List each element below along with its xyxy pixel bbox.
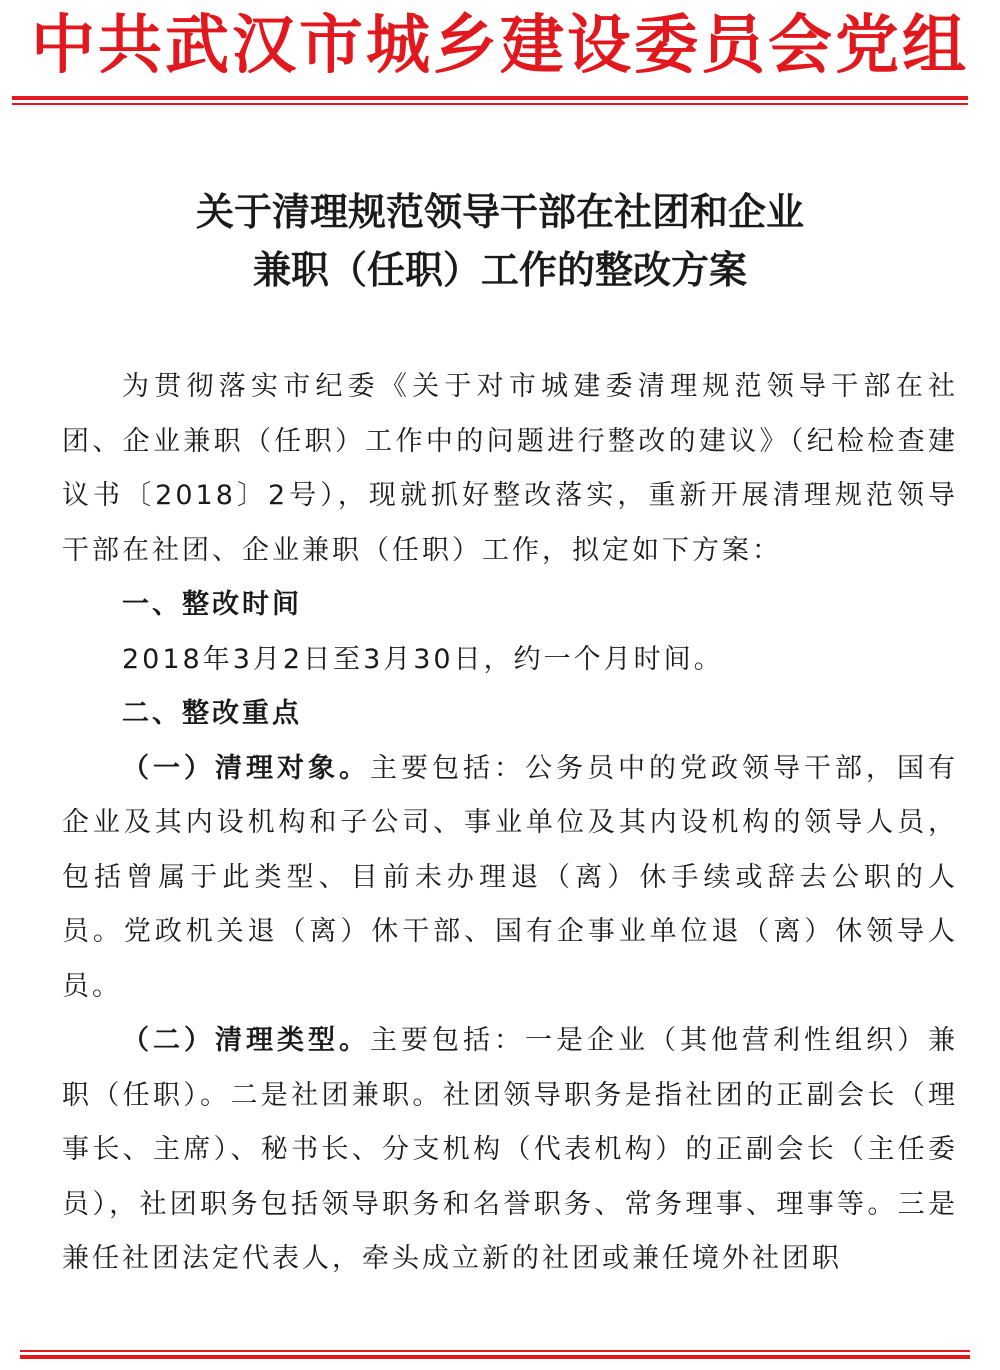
item-1-text: 主要包括：公务员中的党政领导干部，国有企业及其内设机构和子公司、事业单位及其内设机构的领导人员，包括曾属于此类型、目前未办理退（离）休手续或辞去公职的人员。党政机关退（离）休干部、国有企事业单位退（离）休领导人员。: [62, 752, 958, 1002]
letterhead-rule-thick: [12, 96, 968, 100]
document-body: [62, 360, 958, 1287]
document-title: [60, 183, 940, 299]
item-1-label: （一）清理对象。: [122, 752, 370, 784]
title-line-2: 兼职（任职）工作的整改方案: [252, 247, 747, 292]
section-2-heading: 二、整改重点: [122, 698, 302, 729]
intro-paragraph: 为贯彻落实市纪委《关于对市城建委清理规范领导干部在社团、企业兼职（任职）工作中的问题进行整改的建议》（纪检检查建议书〔2018〕2号），现就抓好整改落实，重新开展清理规范领导干部在社团、企业兼职（任职）工作，拟定如下方案：: [62, 371, 958, 566]
letterhead: [0, 0, 1000, 105]
org-name: 中共武汉市城乡建设委员会党组: [31, 8, 969, 83]
title-line-1: 关于清理规范领导干部在社团和企业: [195, 189, 804, 234]
section-2-item-2: [62, 1014, 958, 1287]
section-1-text: 2018年3月2日至3月30日，约一个月时间。: [122, 643, 724, 675]
section-1-heading: 一、整改时间: [122, 589, 302, 620]
footer-rule-thick: [20, 1355, 970, 1359]
item-2-text: 主要包括：一是企业（其他营利性组织）兼职（任职）。二是社团兼职。社团领导职务是指社团的正副会长（理事长、主席）、秘书长、分支机构（代表机构）的正副会长（主任委员），社团职务包括领导职务和名誉职务、常务理事、理事等。三是兼任社团法定代表人，牵头成立新的社团或兼任境外社团职: [62, 1025, 958, 1274]
footer-rule-thin: [20, 1350, 970, 1352]
section-2-item-1: [62, 742, 958, 1015]
letterhead-rule-thin: [12, 103, 968, 105]
item-2-label: （二）清理类型。: [122, 1025, 370, 1056]
